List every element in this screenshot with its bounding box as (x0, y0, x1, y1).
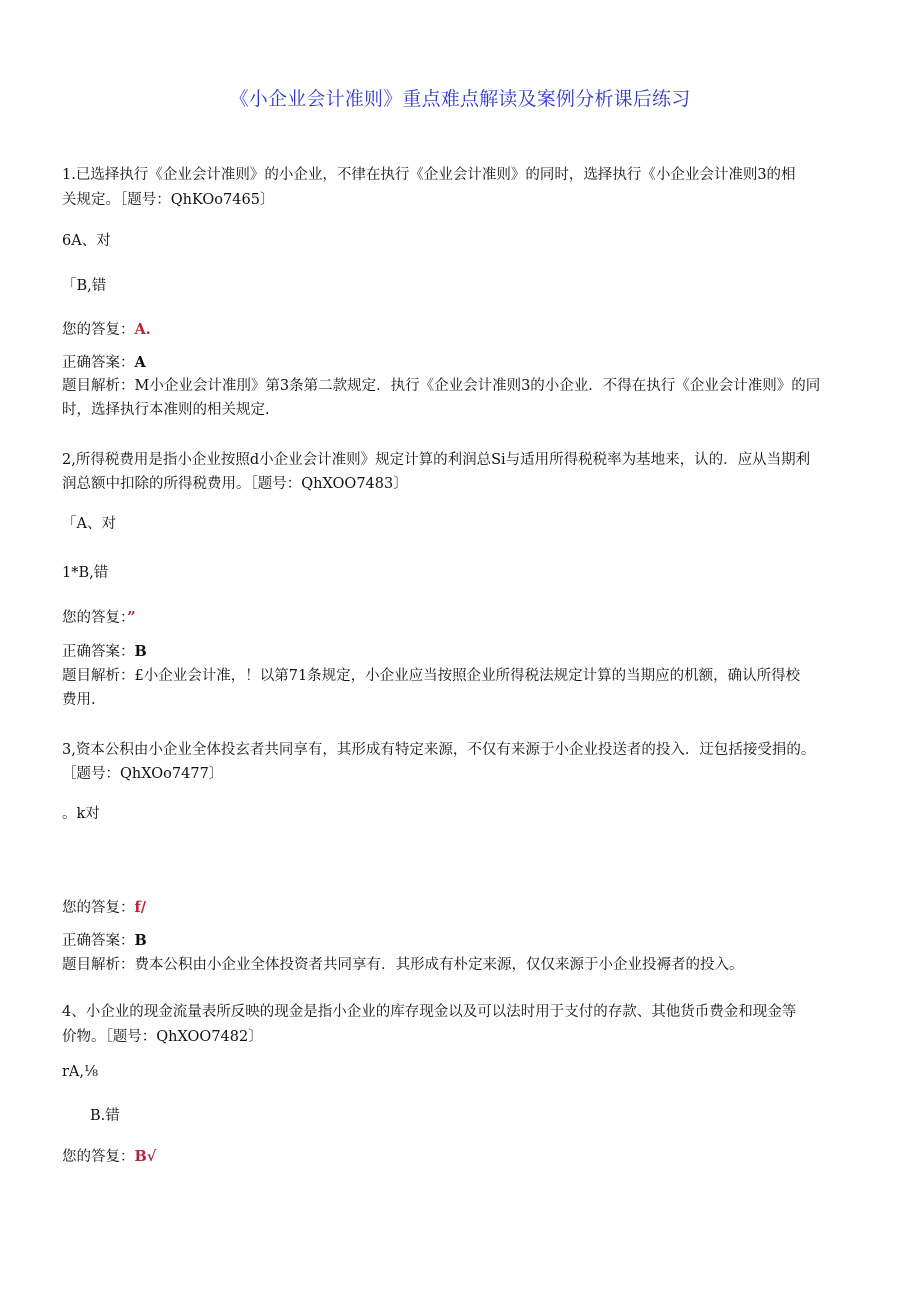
question-1-stem-line-2: 关规定。［题号：QhKOo7465〕 (62, 192, 275, 208)
correct-answer-value: B (134, 932, 147, 949)
correct-answer-label: 正确答案： (62, 355, 135, 371)
question-4-your-answer (62, 1147, 156, 1167)
question-1-stem-line-1: 1.已选择执行《企业会计准则》的小企业，不律在执行《企业会计准则》的同时，选择执行《小企业会计准则3的相 (62, 167, 796, 183)
question-3-analysis-line-1 (62, 955, 744, 975)
question-2-option-a[interactable]: 「A、对 (62, 516, 116, 532)
analysis-text: 费本公积由小企业全体投资者共同享有．其形成有朴定来源，仅仅来源于小企业投褥者的投入。 (134, 957, 744, 973)
analysis-text: M小企业会计准刖》第3条第二款规定．执行《企业会计准则3的小企业．不得在执行《企业会计准则》的同 (134, 378, 821, 394)
correct-answer-label: 正确答案： (62, 644, 135, 660)
your-answer-value: ” (127, 609, 136, 626)
your-answer-value: A. (134, 321, 151, 338)
question-3-correct-answer (62, 931, 147, 951)
question-2-stem-line-2: 润总额中扣除的所得税费用。［题号：QhXOO7483〕 (62, 476, 408, 492)
your-answer-label: 您的答复： (62, 1149, 135, 1165)
question-2-option-b[interactable]: 1*B,错 (62, 565, 109, 581)
analysis-label: 题目解析： (62, 668, 135, 684)
question-4-stem-line-1: 4、小企业的现金流量表所反映的现金是指小企业的库存现金以及可以法时用于支付的存款、其他货币费金和现金等 (62, 1004, 797, 1020)
question-3-stem-line-2: ［题号：QhXOo7477〕 (62, 766, 224, 782)
question-4-option-a[interactable]: rA,⅛ (62, 1064, 99, 1080)
your-answer-label: 您的答复： (62, 610, 128, 626)
your-answer-label: 您的答复： (62, 900, 135, 916)
question-1-analysis-line-1 (62, 376, 820, 396)
your-answer-value: B√ (134, 1148, 157, 1165)
question-3-option-a[interactable]: 。k对 (62, 806, 100, 822)
question-1-analysis-line-2: 时，选择执行本准则的相关规定. (62, 402, 270, 418)
question-3-your-answer (62, 898, 146, 918)
question-2-correct-answer (62, 642, 147, 662)
question-2-analysis-line-2: 费用. (62, 692, 96, 708)
question-2-stem-line-1: 2,所得税费用是指小企业按照d小企业会计准则》规定计算的利润总Si与适用所得税税率为基地来，认的．应从当期利 (62, 452, 811, 468)
analysis-label: 题目解析： (62, 378, 135, 394)
analysis-label: 题目解析： (62, 957, 135, 973)
question-2-your-answer (62, 608, 136, 628)
correct-answer-label: 正确答案： (62, 933, 135, 949)
page-title: 《小企业会计准则》重点难点解读及案例分析课后练习 (229, 88, 691, 110)
correct-answer-value: B (134, 643, 147, 660)
question-1-correct-answer (62, 353, 146, 373)
question-3-stem-line-1: 3,资本公积由小企业全体投玄者共同享有，其形成有特定来源，不仅有来源于小企业投送者的投入．迂包括接受捐的。 (62, 742, 816, 758)
question-1-your-answer (62, 320, 151, 340)
correct-answer-value: A (134, 354, 146, 371)
analysis-text: £小企业会计准，！以第71条规定，小企业应当按照企业所得税法规定计算的当期应的机额，确认所得校 (134, 668, 801, 684)
your-answer-value: f/ (134, 899, 147, 916)
question-2-analysis-line-1 (62, 666, 800, 686)
question-4-option-b[interactable]: B.错 (90, 1108, 120, 1124)
your-answer-label: 您的答复： (62, 322, 135, 338)
question-4-stem-line-2: 价物。［题号：QhXOO7482〕 (62, 1029, 263, 1045)
question-1-option-b[interactable]: 「B,错 (62, 278, 107, 294)
question-1-option-a[interactable]: 6A、对 (62, 233, 111, 249)
